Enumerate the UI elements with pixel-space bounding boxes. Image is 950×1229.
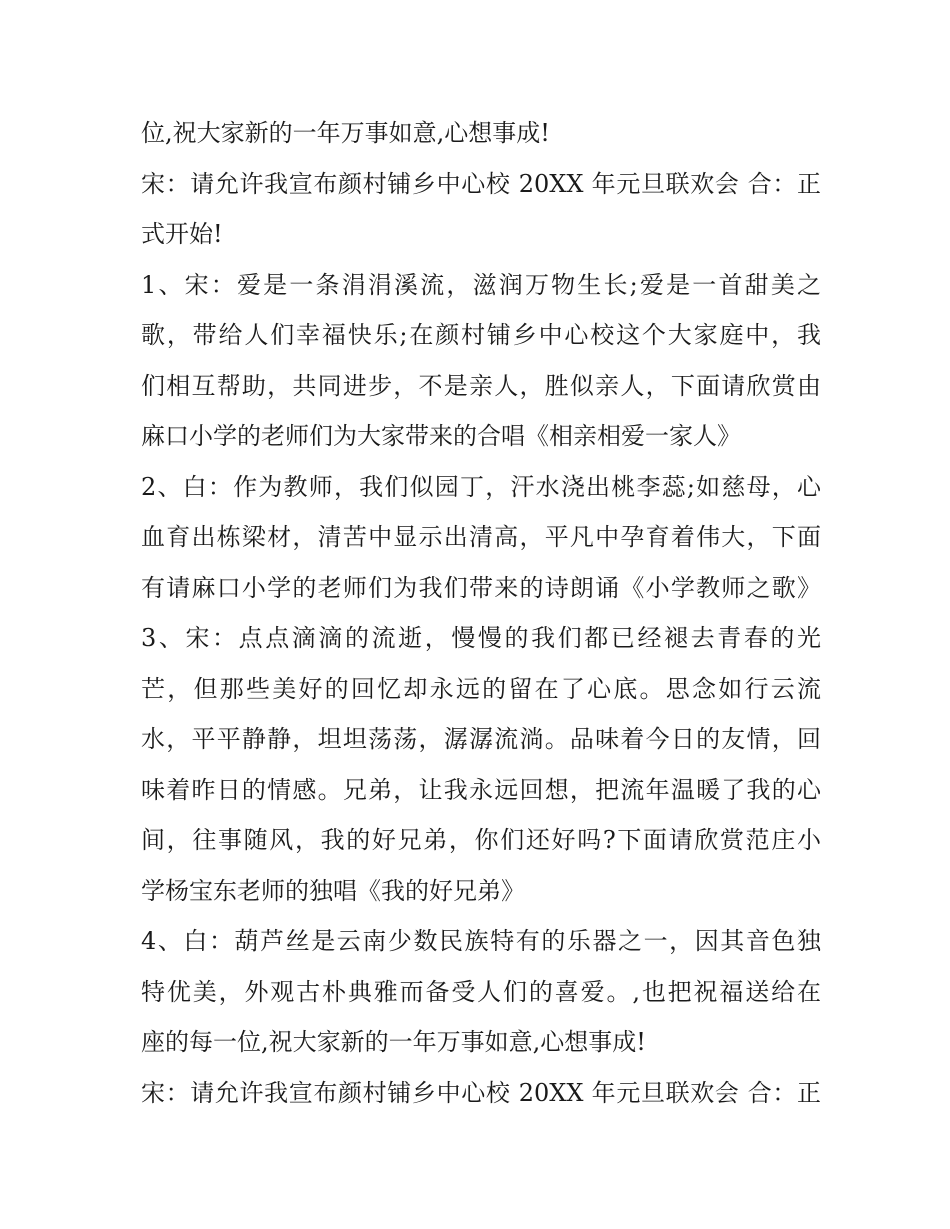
- text-line: 位,祝大家新的一年万事如意,心想事成!: [141, 119, 550, 147]
- text-line: 宋：请允许我宣布颜村铺乡中心校 20XX 年元旦联欢会 合：正: [141, 1078, 821, 1107]
- text-line: 间，往事随风，我的好兄弟，你们还好吗?下面请欣赏范庄小: [141, 826, 821, 854]
- text-line: 芒，但那些美好的回忆却永远的留在了心底。思念如行云流: [141, 674, 821, 703]
- document-body: [141, 108, 821, 1118]
- text-line: 麻口小学的老师们为大家带来的合唱《相亲相爱一家人》: [141, 422, 741, 450]
- text-line: 歌，带给人们幸福快乐;在颜村铺乡中心校这个大家庭中，我: [141, 321, 821, 349]
- text-line: 2、白：作为教师，我们似园丁，汗水浇出桃李蕊;如慈母，心: [141, 472, 821, 501]
- text-line: 4、白：葫芦丝是云南少数民族特有的乐器之一，因其音色独: [141, 927, 821, 955]
- text-line: 们相互帮助，共同进步，不是亲人，胜似亲人，下面请欣赏由: [141, 371, 821, 400]
- text-line: 味着昨日的情感。兄弟，让我永远回想，把流年温暖了我的心: [141, 775, 821, 804]
- text-line: 水，平平静静，坦坦荡荡，潺潺流淌。品味着今日的友情，回: [141, 725, 821, 753]
- text-line: 座的每一位,祝大家新的一年万事如意,心想事成!: [141, 1028, 646, 1056]
- text-line: 式开始!: [141, 220, 223, 248]
- text-line: 1、宋：爱是一条涓涓溪流，滋润万物生长;爱是一首甜美之: [141, 270, 821, 299]
- text-line: 有请麻口小学的老师们为我们带来的诗朗诵《小学教师之歌》: [141, 573, 821, 602]
- text-line: 血育出栋梁材，清苦中显示出清高，平凡中孕育着伟大，下面: [141, 523, 821, 551]
- text-line: 学杨宝东老师的独唱《我的好兄弟》: [141, 876, 525, 905]
- text-line: 宋：请允许我宣布颜村铺乡中心校 20XX 年元旦联欢会 合：正: [141, 169, 821, 198]
- text-line: 3、宋：点点滴滴的流逝，慢慢的我们都已经褪去青春的光: [141, 624, 821, 652]
- text-line: 特优美，外观古朴典雅而备受人们的喜爱。,也把祝福送给在: [141, 977, 821, 1006]
